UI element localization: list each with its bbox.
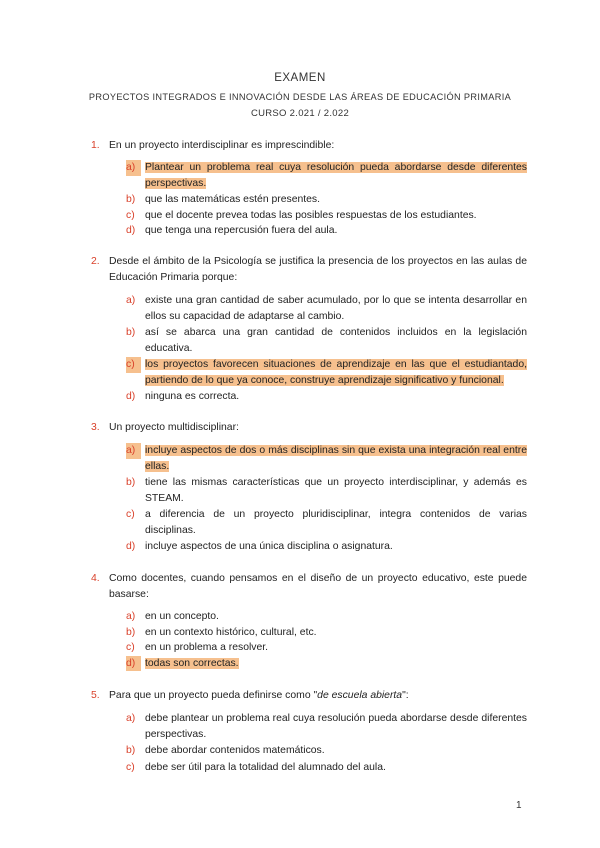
option-text: incluye aspectos de una única disciplina o asignatura. bbox=[145, 541, 393, 552]
option-letter: b) bbox=[126, 477, 136, 488]
option-5a[interactable] bbox=[126, 711, 527, 742]
option-letter: d) bbox=[126, 541, 136, 552]
option-text: existe una gran cantidad de saber acumulado, por lo que se intenta desarrollar en ellos su capacidad de adaptarse al cambio. bbox=[145, 295, 527, 322]
option-3b[interactable] bbox=[126, 475, 527, 506]
option-1b[interactable] bbox=[126, 192, 527, 208]
option-letter: c) bbox=[126, 642, 135, 653]
option-5b[interactable] bbox=[126, 743, 527, 759]
option-letter: b) bbox=[126, 626, 136, 638]
option-1d[interactable] bbox=[126, 223, 527, 239]
option-text: debe abordar contenidos matemáticos. bbox=[145, 745, 325, 756]
question-4-options bbox=[126, 609, 527, 671]
option-text: debe ser útil para la totalidad del alumnado del aula. bbox=[145, 761, 386, 773]
option-1a[interactable] bbox=[126, 160, 527, 191]
course-year: CURSO 2.021 / 2.022 bbox=[250, 108, 350, 119]
option-letter: a) bbox=[126, 295, 136, 306]
question-text: En un proyecto interdisciplinar es imprescindible: bbox=[109, 140, 335, 151]
option-text: tiene las mismas características que un proyecto interdisciplinar, y además es STEAM. bbox=[145, 477, 527, 504]
question-1 bbox=[91, 138, 527, 154]
option-text: debe plantear un problema real cuya resolución pueda abordarse desde diferentes perspectivas. bbox=[145, 713, 527, 740]
option-letter: a) bbox=[126, 611, 136, 622]
option-letter: c) bbox=[126, 509, 135, 520]
question-text: Como docentes, cuando pensamos en el diseño de un proyecto educativo, este puede basarse: bbox=[109, 573, 527, 600]
question-text-after: ": bbox=[402, 690, 409, 701]
option-3c[interactable] bbox=[126, 507, 527, 538]
question-number: 1. bbox=[91, 140, 100, 151]
question-2-options bbox=[126, 293, 527, 405]
option-letter: a) bbox=[126, 713, 136, 724]
option-3d[interactable] bbox=[126, 539, 527, 555]
option-letter: d) bbox=[126, 391, 136, 402]
option-text: en un contexto histórico, cultural, etc. bbox=[145, 626, 317, 638]
option-text: todas son correctas. bbox=[145, 657, 239, 669]
option-letter: c) bbox=[126, 209, 135, 221]
question-2 bbox=[91, 254, 527, 286]
option-text: incluye aspectos de dos o más disciplinas sin que exista una integración real entre ellas. bbox=[145, 445, 527, 472]
option-5c[interactable] bbox=[126, 760, 527, 776]
question-text: Un proyecto multidisciplinar: bbox=[109, 422, 239, 433]
question-5-options bbox=[126, 711, 527, 775]
question-4 bbox=[91, 571, 527, 603]
option-letter: b) bbox=[126, 745, 136, 756]
option-2b[interactable] bbox=[126, 325, 527, 356]
option-text: en un problema a resolver. bbox=[145, 642, 269, 653]
question-5 bbox=[91, 688, 527, 704]
page-number: 1 bbox=[516, 800, 522, 811]
option-text: que el docente prevea todas las posibles respuestas de los estudiantes. bbox=[145, 209, 477, 221]
question-text bbox=[109, 688, 527, 704]
exam-title: EXAMEN bbox=[274, 72, 326, 84]
option-text: que las matemáticas estén presentes. bbox=[145, 194, 321, 205]
question-3 bbox=[91, 420, 527, 436]
question-text-emphasis: de escuela abierta bbox=[317, 690, 403, 701]
option-letter: d) bbox=[126, 656, 141, 672]
question-number: 3. bbox=[91, 422, 100, 433]
question-text: Desde el ámbito de la Psicología se justifica la presencia de los proyectos en las aulas de Educación Primaria porque: bbox=[109, 256, 527, 283]
option-letter: c) bbox=[126, 357, 141, 373]
option-4d[interactable] bbox=[126, 656, 527, 672]
option-1c[interactable] bbox=[126, 208, 527, 224]
option-text: en un concepto. bbox=[145, 611, 219, 622]
option-4b[interactable] bbox=[126, 625, 527, 641]
question-text-before: Para que un proyecto pueda definirse como " bbox=[109, 690, 318, 701]
question-number: 4. bbox=[91, 573, 100, 584]
question-number: 2. bbox=[91, 256, 100, 267]
option-letter: c) bbox=[126, 761, 135, 773]
question-1-options bbox=[126, 160, 527, 239]
option-text: que tenga una repercusión fuera del aula. bbox=[145, 225, 338, 236]
option-4a[interactable] bbox=[126, 609, 527, 625]
option-text: a diferencia de un proyecto pluridisciplinar, integra contenidos de varias disciplinas. bbox=[145, 509, 527, 536]
option-4c[interactable] bbox=[126, 640, 527, 656]
option-text: así se abarca una gran cantidad de contenidos incluidos en la legislación educativa. bbox=[145, 327, 527, 354]
question-3-options bbox=[126, 443, 527, 555]
course-subject: PROYECTOS INTEGRADOS E INNOVACIÓN DESDE LAS ÁREAS DE EDUCACIÓN PRIMARIA bbox=[88, 92, 512, 102]
option-letter: b) bbox=[126, 327, 136, 338]
option-text: los proyectos favorecen situaciones de aprendizaje en las que el estudiantado, partiendo de lo que ya conoce, construye aprendizaje significativo y funcional. bbox=[145, 359, 527, 386]
option-letter: a) bbox=[126, 443, 141, 459]
option-text: ninguna es correcta. bbox=[145, 391, 240, 402]
option-letter: a) bbox=[126, 160, 141, 176]
question-number: 5. bbox=[91, 690, 100, 701]
option-letter: b) bbox=[126, 194, 136, 205]
option-text: Plantear un problema real cuya resolución pueda abordarse desde diferentes perspectivas. bbox=[145, 162, 527, 189]
option-3a[interactable] bbox=[126, 443, 527, 474]
option-2a[interactable] bbox=[126, 293, 527, 324]
option-letter: d) bbox=[126, 225, 136, 236]
option-2c[interactable] bbox=[126, 357, 527, 388]
option-2d[interactable] bbox=[126, 389, 527, 405]
